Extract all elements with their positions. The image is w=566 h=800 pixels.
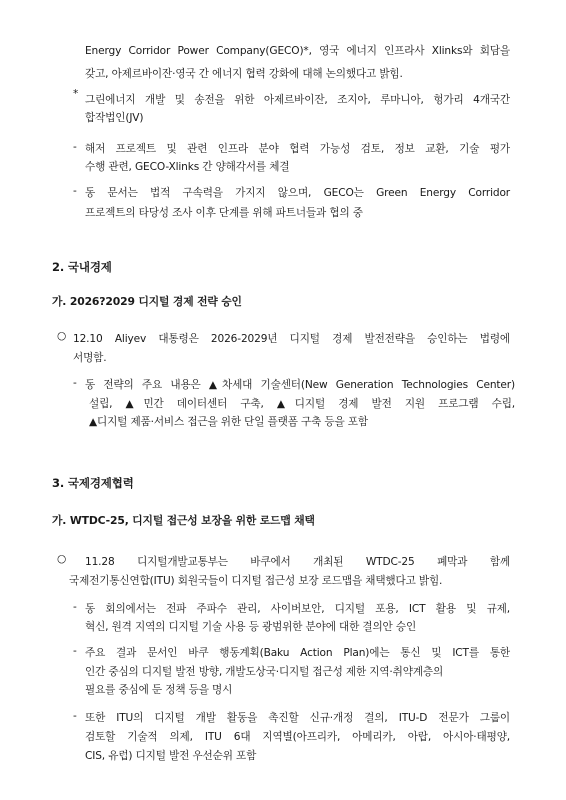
section-3-dash-3-line-3: CIS, 유럽) 디지털 발전 우선순위 포함 [85, 750, 257, 762]
section-3-dash-3-line-2: 검토할 기술적 의제, ITU 6대 지역별(아프리카, 아메리카, 아랍, 아시아·태평양, [85, 731, 510, 743]
circle-bullet: ○ [57, 553, 67, 565]
section-3-bullet-line-2: 국제전기통신연합(ITU) 회원국들이 디지털 접근성 보장 로드맵을 채택했다고 밝힘. [69, 575, 443, 587]
section-3-subtitle: 가. WTDC-25, 디지털 접근성 보장을 위한 로드맵 채택 [52, 514, 315, 527]
section-3-dash-3-line-1: 또한 ITU의 디지털 개발 활동을 촉진할 신규·개정 결의, ITU-D 전문가 그룹이 [85, 712, 510, 724]
footnote-mark: * [73, 88, 79, 100]
section-3-dash-2-line-2: 인간 중심의 디지털 발전 방향, 개발도상국·디지털 접근성 제한 지역·취약계층의 [85, 666, 444, 678]
intro-line-2: 갖고, 아제르바이잔·영국 간 에너지 협력 강화에 대해 논의했다고 밝힘. [85, 68, 403, 80]
section-3-dash-2-line-3: 필요를 중심에 둔 정책 등을 명시 [85, 684, 233, 696]
section-3-dash-1-line-2: 혁신, 원격 지역의 디지털 기술 사용 등 광범위한 분야에 대한 결의안 승인 [85, 621, 417, 633]
dash-marker: - [73, 710, 77, 722]
section-2-dash-line-1: 동 전략의 주요 내용은 ▲차세대 기술센터(New Generation Technologies Center) [85, 379, 515, 391]
dash-marker: - [73, 141, 77, 153]
section-2-dash-line-3: ▲디지털 제품·서비스 접근을 위한 단일 플랫폼 구축 등을 포함 [89, 416, 368, 428]
intro-dash-b-line-1: 동 문서는 법적 구속력을 가지지 않으며, GECO는 Green Energy Corridor [85, 187, 510, 199]
section-2-bullet-line-1: 12.10 Aliyev 대통령은 2026-2029년 디지털 경제 발전전략을 승인하는 법령에 [73, 333, 510, 345]
intro-dash-a-line-1: 해저 프로젝트 및 관련 인프라 분야 협력 가능성 검토, 정보 교환, 기술 평가 [85, 143, 510, 155]
section-2-title: 2. 국내경제 [52, 260, 112, 274]
circle-bullet: ○ [57, 330, 67, 342]
dash-marker: - [73, 185, 77, 197]
section-3-bullet-line-1: 11.28 디지털개발교통부는 바쿠에서 개최된 WTDC-25 폐막과 함께 [85, 556, 510, 568]
section-2-dash-line-2: 설립, ▲민간 데이터센터 구축, ▲디지털 경제 발전 지원 프로그램 수립, [89, 398, 515, 410]
section-3-dash-2-line-1: 주요 결과 문서인 바쿠 행동계획(Baku Action Plan)에는 통신 및 ICT를 통한 [85, 647, 510, 659]
section-3-dash-1-line-1: 동 회의에서는 전파 주파수 관리, 사이버보안, 디지털 포용, ICT 활용 및 규제, [85, 603, 510, 615]
intro-dash-b-line-2: 프로젝트의 타당성 조사 이후 단계를 위해 파트너들과 협의 중 [85, 207, 363, 219]
dash-marker: - [73, 601, 77, 613]
footnote-line-2: 합작법인(JV) [85, 112, 144, 124]
section-3-title: 3. 국제경제협력 [52, 476, 134, 490]
dash-marker: - [73, 377, 77, 389]
section-2-subtitle: 가. 2026?2029 디지털 경제 전략 승인 [52, 295, 242, 308]
intro-line-1: Energy Corridor Power Company(GECO)*, 영국 에너지 인프라사 Xlinks와 회담을 [85, 45, 510, 57]
section-2-bullet-line-2: 서명함. [73, 352, 107, 364]
dash-marker: - [73, 645, 77, 657]
footnote-line-1: 그린에너지 개발 및 송전을 위한 아제르바이잔, 조지아, 루마니아, 헝가리 4개국간 [85, 94, 510, 106]
intro-dash-a-line-2: 수행 관련, GECO-Xlinks 간 양해각서를 체결 [85, 161, 290, 173]
